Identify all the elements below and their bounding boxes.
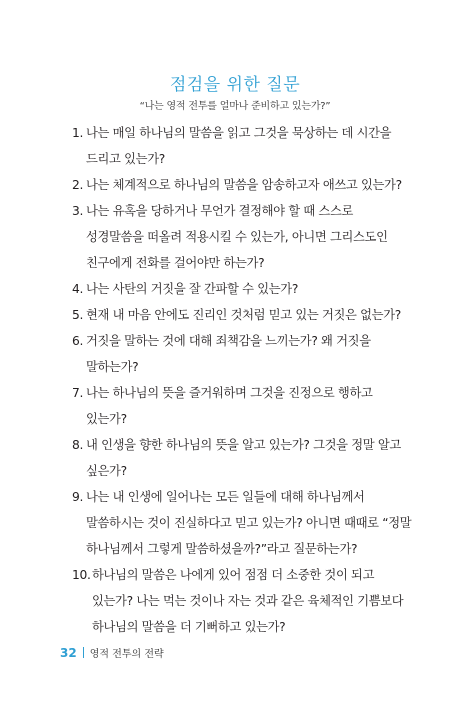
question-number: 9. [72,490,84,504]
question-number: 10. [72,568,91,582]
question-item [72,172,412,198]
question-number: 7. [72,386,84,400]
question-text: 현재 내 마음 안에도 진리인 것처럼 믿고 있는 거짓은 없는가? [86,308,401,322]
page-footer [60,645,164,660]
question-text: 나는 체계적으로 하나님의 말씀을 암송하고자 애쓰고 있는가? [86,178,402,192]
question-number: 6. [72,334,84,348]
question-item [72,198,412,276]
page-number: 32 [60,645,77,660]
section-title: 점검을 위한 질문 [169,75,301,95]
footer-divider [83,647,84,658]
question-number: 2. [72,178,84,192]
section-subtitle: “나는 영적 전투를 얼마나 준비하고 있는가?” [139,101,331,112]
question-number: 8. [72,438,84,452]
question-item [72,432,412,484]
running-title: 영적 전투의 전략 [89,649,164,660]
question-list [72,120,412,640]
question-text: 나는 하나님의 뜻을 즐거워하며 그것을 진정으로 행하고 있는가? [86,386,373,426]
question-text: 나는 내 인생에 일어나는 모든 일들에 대해 하나님께서 말씀하시는 것이 진실하다고 믿고 있는가? 아니면 때때로 “정말 하나님께서 그렇게 말씀하셨을까?”라고 질문하는가? [86,490,412,556]
question-text: 거짓을 말하는 것에 대해 죄책감을 느끼는가? 왜 거짓을 말하는가? [86,334,371,374]
question-text: 나는 유혹을 당하거나 무언가 결정해야 할 때 스스로 성경말씀을 떠올려 적용시킬 수 있는가, 아니면 그리스도인 친구에게 전화를 걸어야만 하는가? [86,204,388,270]
question-item [72,484,412,562]
question-item [72,328,412,380]
question-item [72,562,412,640]
question-number: 4. [72,282,84,296]
question-text: 나는 사탄의 거짓을 잘 간파할 수 있는가? [86,282,298,296]
question-number: 1. [72,126,84,140]
question-text: 하나님의 말씀은 나에게 있어 점점 더 소중한 것이 되고 있는가? 나는 먹는 것이나 자는 것과 같은 육체적인 기쁨보다 하나님의 말씀을 더 기뻐하고 있는가? [92,568,404,634]
question-item [72,120,412,172]
question-text: 내 인생을 향한 하나님의 뜻을 알고 있는가? 그것을 정말 알고 싶은가? [86,438,401,478]
question-text: 나는 매일 하나님의 말씀을 읽고 그것을 묵상하는 데 시간을 드리고 있는가? [86,126,392,166]
question-item [72,276,412,302]
question-number: 5. [72,308,84,322]
question-item [72,302,412,328]
question-item [72,380,412,432]
question-number: 3. [72,204,84,218]
